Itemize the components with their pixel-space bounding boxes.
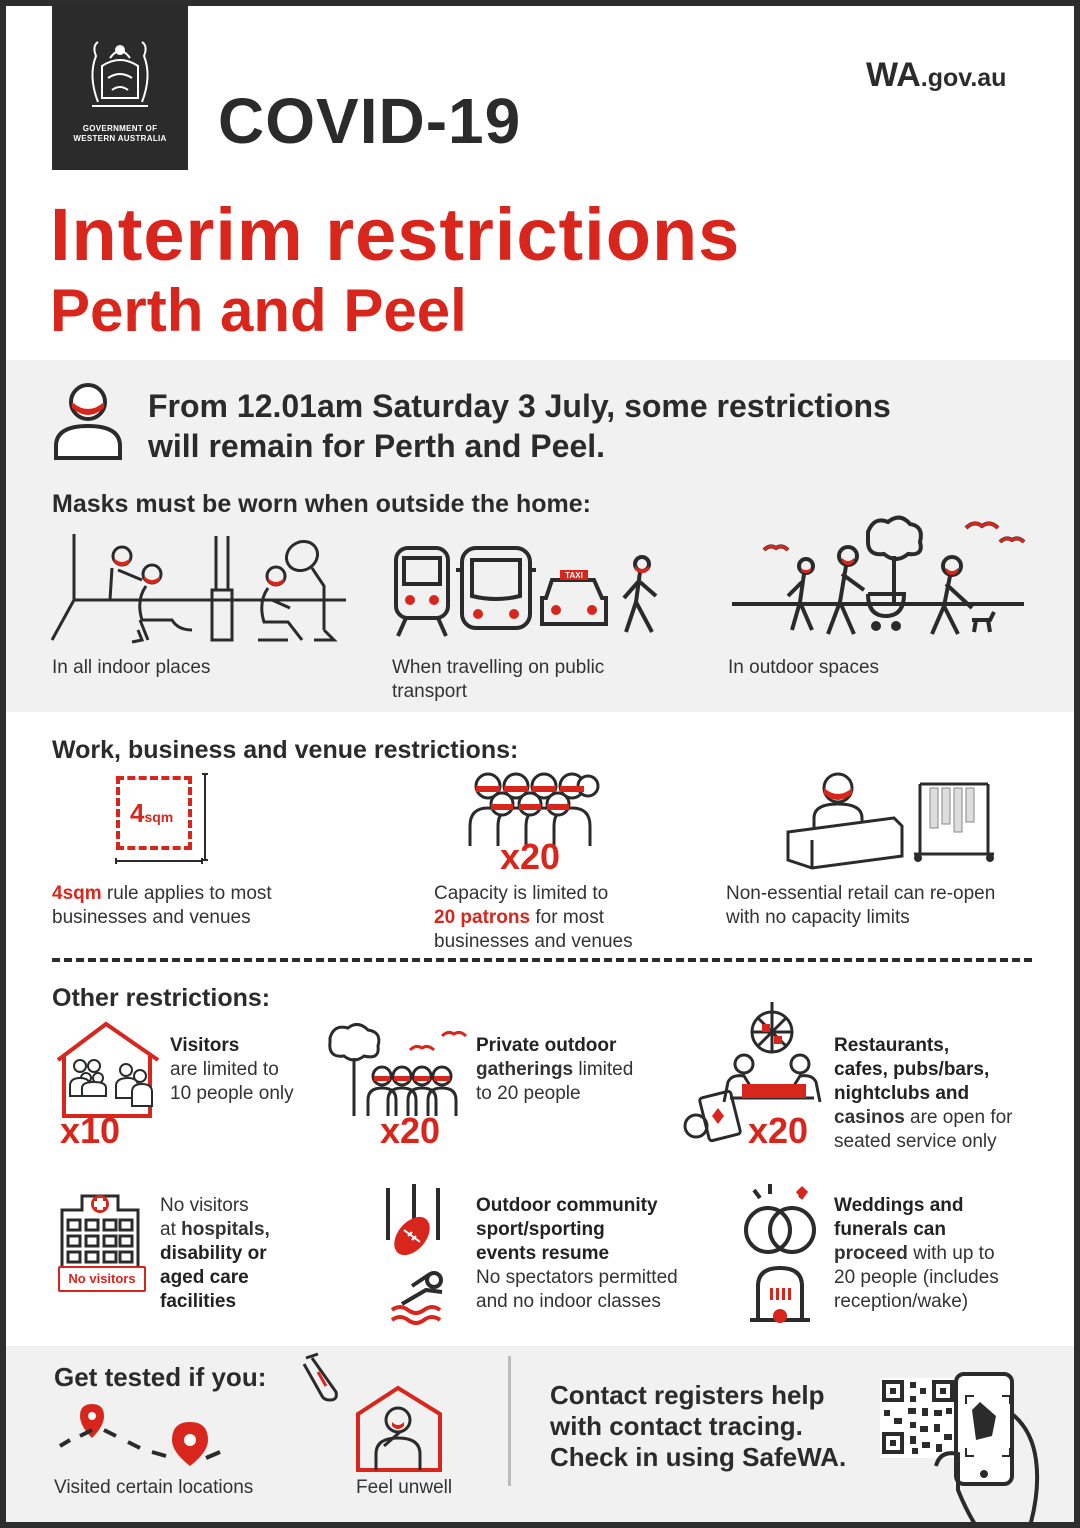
caption-bold: proceed bbox=[834, 1243, 908, 1264]
vertical-divider bbox=[508, 1356, 511, 1486]
caption-line: transport bbox=[392, 681, 467, 702]
caption-line: Visitors bbox=[170, 1035, 240, 1056]
logo-caption bbox=[52, 124, 188, 144]
home-visitors-icon bbox=[54, 1020, 164, 1120]
caption-text: limited bbox=[573, 1059, 634, 1080]
mask-caption-transport bbox=[392, 656, 604, 704]
government-logo bbox=[52, 6, 188, 170]
caption-line: Non-essential retail can re-open bbox=[726, 883, 996, 904]
other-heading: Other restrictions: bbox=[52, 984, 271, 1012]
caption-line: sport/sporting bbox=[476, 1219, 605, 1240]
restaurant-caption bbox=[834, 1034, 1013, 1154]
weddings-caption bbox=[834, 1194, 999, 1314]
caption-text: are open for bbox=[904, 1107, 1013, 1128]
caption-line: disability or bbox=[160, 1243, 267, 1264]
sqm-caption bbox=[52, 882, 272, 930]
caption-line: Outdoor community bbox=[476, 1195, 658, 1216]
intro-line: will remain for Perth and Peel. bbox=[148, 428, 606, 464]
coat-of-arms-icon bbox=[52, 6, 188, 126]
phone-in-hand-icon bbox=[936, 1370, 1046, 1528]
caption-line: No visitors bbox=[160, 1195, 249, 1216]
outdoor-count: x20 bbox=[380, 1110, 441, 1151]
headline: Interim restrictions bbox=[50, 193, 741, 276]
caption-text: at bbox=[160, 1219, 182, 1240]
caption-line: Capacity is limited to bbox=[434, 883, 609, 904]
caption-text: for most bbox=[530, 907, 604, 928]
caption-line: nightclubs and bbox=[834, 1083, 970, 1104]
masks-heading: Masks must be worn when outside the home: bbox=[52, 490, 591, 518]
caption-text: rule applies to most bbox=[101, 883, 272, 904]
caption-bold: gatherings bbox=[476, 1059, 574, 1080]
public-transport-icon bbox=[392, 540, 692, 644]
sqm-num: 4 bbox=[130, 798, 145, 828]
caption-line bbox=[476, 1058, 633, 1082]
sport-icon bbox=[372, 1180, 462, 1320]
feel-unwell-icon bbox=[354, 1384, 444, 1474]
caption-text: with up to bbox=[907, 1243, 995, 1264]
section-divider bbox=[52, 958, 1032, 962]
outdoor-gathering-icon bbox=[324, 1020, 474, 1120]
outdoor-spaces-icon bbox=[728, 512, 1028, 642]
caption-line: Private outdoor bbox=[476, 1035, 617, 1056]
visitors-count: x10 bbox=[60, 1110, 121, 1151]
site-logo bbox=[866, 56, 1006, 95]
contact-line: Contact registers help bbox=[550, 1380, 825, 1410]
wedding-funeral-icon bbox=[740, 1182, 830, 1332]
caption-line bbox=[834, 1106, 1013, 1130]
capacity-caption bbox=[434, 882, 633, 954]
retail-caption bbox=[726, 882, 995, 930]
caption-line: In all indoor places bbox=[52, 657, 211, 678]
site-suffix: .gov.au bbox=[920, 64, 1007, 92]
caption-line: facilities bbox=[160, 1291, 237, 1312]
sub-headline: Perth and Peel bbox=[50, 277, 467, 344]
caption-line bbox=[160, 1218, 270, 1242]
caption-line: In outdoor spaces bbox=[728, 657, 880, 678]
caption-line: No spectators permitted bbox=[476, 1267, 678, 1288]
outdoor-caption bbox=[476, 1034, 633, 1106]
logo-caption-line: WESTERN AUSTRALIA bbox=[73, 134, 167, 143]
highlight: 4sqm bbox=[52, 883, 102, 904]
caption-line: events resume bbox=[476, 1243, 610, 1264]
caption-line: businesses and venues bbox=[434, 931, 633, 952]
sqm-icon-label bbox=[130, 798, 173, 829]
caption-line: and no indoor classes bbox=[476, 1291, 661, 1312]
highlight: 20 patrons bbox=[434, 907, 531, 928]
caption-line: to 20 people bbox=[476, 1083, 581, 1104]
mask-caption-indoor bbox=[52, 656, 210, 680]
caption-line bbox=[834, 1242, 999, 1266]
caption-line: 20 people (includes bbox=[834, 1267, 999, 1288]
sqm-icon bbox=[116, 776, 192, 850]
masked-person-icon bbox=[52, 380, 124, 460]
logo-caption-line: GOVERNMENT OF bbox=[82, 124, 158, 133]
testing-item-locations: Visited certain locations bbox=[54, 1477, 254, 1498]
contact-register-text bbox=[550, 1380, 846, 1473]
caption-line: with no capacity limits bbox=[726, 907, 910, 928]
restaurant-count: x20 bbox=[748, 1110, 809, 1151]
caption-bold: hospitals, bbox=[181, 1219, 270, 1240]
contact-line: Check in using SafeWA. bbox=[550, 1442, 847, 1472]
caption-line: businesses and venues bbox=[52, 907, 251, 928]
caption-bold: casinos bbox=[834, 1107, 905, 1128]
intro-line: From 12.01am Saturday 3 July, some restrictions bbox=[148, 388, 891, 424]
contact-line: with contact tracing. bbox=[550, 1411, 803, 1441]
caption-line: Restaurants, bbox=[834, 1035, 950, 1056]
caption-line bbox=[434, 906, 633, 930]
capacity-count: x20 bbox=[500, 836, 561, 877]
caption-line: 10 people only bbox=[170, 1083, 294, 1104]
caption-line: seated service only bbox=[834, 1131, 997, 1152]
indoor-places-icon bbox=[52, 530, 352, 652]
retail-shop-icon bbox=[782, 770, 992, 870]
location-route-icon bbox=[56, 1402, 226, 1466]
no-visitors-badge: No visitors bbox=[58, 1266, 146, 1292]
caption-line bbox=[52, 882, 272, 906]
caption-line: reception/wake) bbox=[834, 1291, 969, 1312]
dimension-line-icon bbox=[116, 858, 206, 864]
caption-line: aged care bbox=[160, 1267, 249, 1288]
caption-line: When travelling on public bbox=[392, 657, 605, 678]
caption-line: Weddings and bbox=[834, 1195, 964, 1216]
caption-line: funerals can bbox=[834, 1219, 946, 1240]
sport-caption bbox=[476, 1194, 678, 1314]
work-heading: Work, business and venue restrictions: bbox=[52, 736, 519, 764]
test-tube-icon bbox=[302, 1352, 342, 1404]
mask-caption-outdoor bbox=[728, 656, 879, 680]
dimension-line-icon bbox=[202, 774, 208, 862]
page-title: COVID-19 bbox=[218, 85, 522, 157]
site-main: WA bbox=[866, 56, 921, 94]
intro-text bbox=[148, 386, 891, 466]
testing-item-unwell: Feel unwell bbox=[356, 1477, 453, 1498]
hospital-caption bbox=[160, 1194, 270, 1314]
taxi-sign: TAXI bbox=[565, 571, 583, 580]
visitors-caption bbox=[170, 1034, 294, 1106]
caption-line: cafes, pubs/bars, bbox=[834, 1059, 990, 1080]
caption-line: are limited to bbox=[170, 1059, 279, 1080]
testing-heading: Get tested if you: bbox=[54, 1362, 267, 1392]
sqm-unit: sqm bbox=[144, 809, 174, 825]
